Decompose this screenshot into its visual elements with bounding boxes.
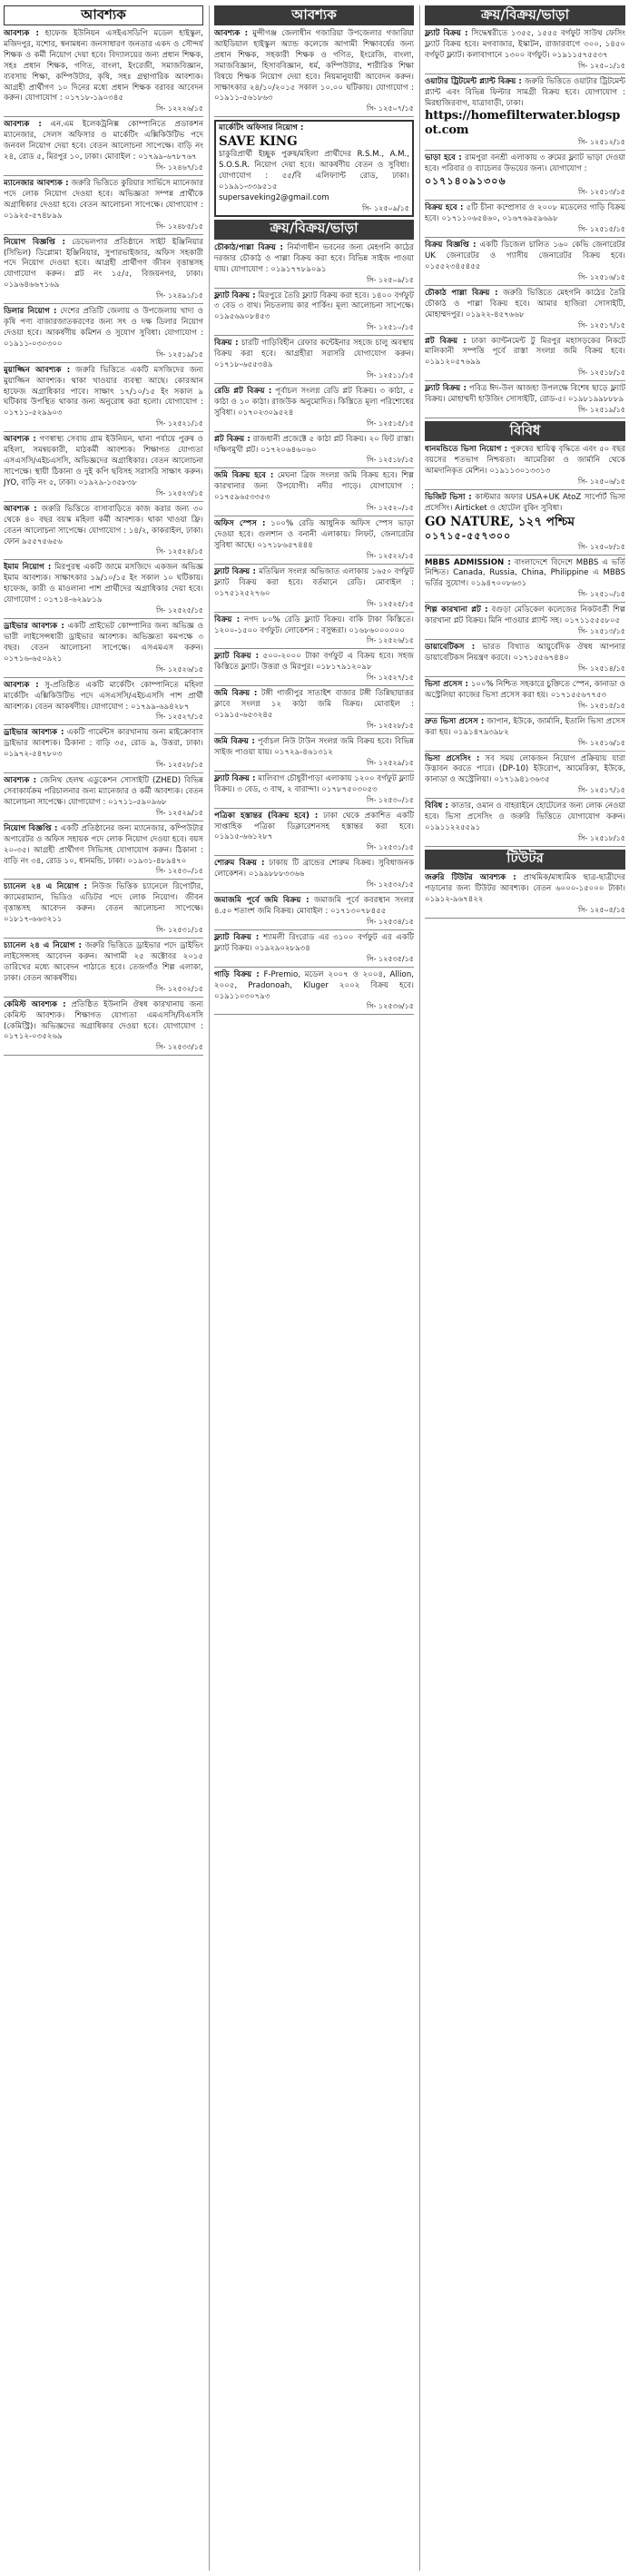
- ad-text: জরুরি ভিত্তিতে একটি মসজিদের জন্য মুয়াজ্জিন আবশ্যক। থাকা খাওয়ার ব্যবস্থা আছে। কোরআন হাফেজ অগ্রাধিকার পাবে। সাক্ষাৎ ১৭/১০/১৫ ইং সকাল ৯ ঘটিকায় উপস্থিত থাকার জন্য অনুরোধ করা হলো। যোগাযোগ : ০১৭১১-৫২৯৯০৩: [4, 365, 203, 418]
- ad-text: প্রতিষ্ঠিত ইউনানি ঔষধ কারখানায় জন্য কেমিস্ট আবশ্যক। শিক্ষাগত যোগ্যতা এমএসসি/বিএসসি (কেমিস্ট্রি)। অভিজ্ঞদের অগ্রাধিকার দেওয়া হবে। যোগাযোগ : ০১৭১২-০৩৫২৬৯: [4, 999, 203, 1042]
- classified-ad: [214, 774, 414, 809]
- classified-ad: [4, 882, 203, 939]
- ad-text: এন.এম ইলেকট্রনিক্স কোম্পানিতে প্রডাকশন ম্যানেজার, সেলস অফিসার ও মার্কেটিং এক্সিকিউটিভ পদে জনবল নিয়োগ দেয়া হবে। বেতন আলোচনা সাপেক্ষে। বাড়ি নং ২৪, রোড ৫, মিরপুর ১০, ঢাকা। মোবাইল : ০১৭৯৯-৬৭৮৭৬৭: [4, 120, 203, 162]
- ad-lead: আবশ্যক :: [4, 120, 42, 130]
- ad-text: ভারত বিখ্যাত আয়ুর্বেদিক ঔষধ আপনার ডায়াবেটিকস নিয়ন্ত্রণ করবে। ০১৭১৫৫৬৭৪৪০: [425, 643, 625, 663]
- ad-text: নগদ ৮০% রেডি ফ্ল্যাট বিক্রয়। বাকি টাকা কিস্তিতে। ১২০০-১৫০০ বর্গফুট। লোকেশন : বসুন্ধরা। ০১৬৮৬০০০০০০: [214, 615, 414, 635]
- ad-text: জমাজমি পূর্বে কবরস্থান সংলগ্ন ৪.৫০ শতাংশ জমি বিক্রয়। মোবাইল : ০১৭১৩০৭৮৪৫৫: [214, 896, 414, 917]
- ad-text: চাকুরিপ্রার্থী ইচ্ছুক পুরুষ/মহিলা প্রার্থীদের R.S.M., A.M., S.O.S.R. নিয়োগ দেয়া হবে। আকর্ষণীয় বেতন ও সুবিধা। যোগাযোগ : ৫৫/বি এলিফ্যান্ট রোড, ঢাকা। ০১৯৯১-৩৩৯৫১৫: [219, 150, 409, 192]
- classified-ad: [214, 387, 414, 432]
- ad-lead: জমাজমি পূর্বে জমি বিক্রয় :: [214, 896, 310, 906]
- ad-list: [214, 29, 414, 117]
- section-header-sales: ক্রয়/বিক্রয়/ভাড়া: [214, 220, 414, 240]
- classified-ad: [425, 153, 625, 201]
- ad-lead: জমি বিক্রয় :: [214, 689, 258, 699]
- ad-lead: আবশ্যক :: [4, 435, 36, 445]
- ad-code: সি- ১২৫২৬/১৫: [155, 664, 203, 673]
- ad-text: দেশের প্রতিটি জেলায় ও উপজেলায় খাদ্য ও কৃষি পণ্য বাজারজাতকরণের জন্য সৎ ও দক্ষ ডিলার নিয়োগ দেওয়া হবে। আকর্ষণীয় কমিশন ও সুযোগ সুবিধা। যোগাযোগ : ০১৯১১-০৩০৩০০: [4, 307, 203, 349]
- classified-ad: [425, 29, 625, 74]
- ad-code: সি- ১২৫২৮/১৫: [155, 761, 203, 770]
- ad-text: একটি ডিজেল চালিত ১৬০ কেভি জেনারেটর UK জেনারেটর ও গ্যাসীয় জেনারেটর বিক্রয় হবে। ০১৫৫২৩৪৫৪৫৫: [425, 241, 625, 271]
- ad-text: ১০০% রেডি আধুনিক অফিস স্পেস ভাড়া দেওয়া হবে। গুলশান ও বনানী এলাকায়। লিফট, জেনারেটর সুবিধা আছে। ০১৭১৮৬৫৭৪৪৪: [214, 519, 414, 550]
- ad-text: জেনিথ হেলথ এডুকেশন সোসাইটি (ZHED) বিভিন্ন সেবাকার্যক্রম পরিচালনার জন্য ম্যানেজার ও কর্মী আবশ্যক। বেতন আলোচনা সাপেক্ষে। যোগাযোগ : ০১৭১১-৫৯০৯৬৮: [4, 776, 203, 807]
- ad-lead: গাড়ি বিক্রয় :: [214, 969, 260, 979]
- ad-text: একটি গার্মেন্টস কারখানায় জন্য মাইক্রোবাস ড্রাইভার আবশ্যক। ঠিকানা : বাড়ি ৩৫, রোড ৯, উত্তরা, ঢাকা। ০১৯৭২-৫৪৭৮০৩: [4, 728, 203, 760]
- ad-text: মুন্সীগঞ্জ জেলাধীন গজারিয়া উপজেলার গজারিয়া আইডিয়াল হাইস্কুল অ্যান্ড কলেজে আগামী শিক্ষাবর্ষের জন্য প্রধান শিক্ষক, সহকারী শিক্ষক ও গণিত, ইংরেজি, বাংলা, সমাজবিজ্ঞান, হিসাববিজ্ঞান, ধর্ম, কম্পিউটার, শারীরিক শিক্ষা বিষয়ে শিক্ষক নিয়োগ দেয়া হবে। নিয়মানুযায়ী আবেদন করুন। সাক্ষাৎকার ২৪/১০/২০১৫ সকাল ১০.০০ ঘটিকায়। যোগাযোগ : ০১৯১১-৫৬১৮৬৩: [214, 29, 414, 103]
- ad-text: মতিঝিল সংলগ্ন অভিজাত এলাকায় ১৬৫০ বর্গফুট ফ্ল্যাট বিক্রয় করা হবে। বর্তমানে রেডি। মোবাইল : ০১৭৫১২৫২৭৬০: [214, 566, 414, 598]
- ad-text: ১০০% নিশ্চিত সহকারে চুক্তিতে স্পেন, কানাডা ও অস্ট্রেলিয়া কাজের ভিসা প্রসেস করা হয়। ০১৭১৫৫৬৭৭৫৩: [425, 679, 625, 700]
- ad-lead: চ্যানেল ২৪ এ নিয়োগ :: [4, 882, 87, 892]
- ad-text: ঢাকা ক্যান্টনমেন্ট টু মিরপুর মহাসড়কের নিকটে মালিকানী সম্পত্তি পূর্বে রাস্তা সংলগ্ন জমি বিক্রয় হবে। ০১৯১২০৫৭৬৯৯: [425, 336, 625, 368]
- classified-ad: [4, 941, 203, 998]
- ad-list: [425, 873, 625, 919]
- ad-code: সি- ১২৫২৫/১৫: [155, 606, 203, 615]
- classified-ad: [4, 505, 203, 561]
- ad-lead: জমি বিক্রয় হবে :: [214, 471, 274, 481]
- ad-text: মেঘনা ব্রিজ সংলগ্ন জমি বিক্রয় হবে। শিল্প কারখানার জন্য উপযোগী। নদীর পাড়ে। যোগাযোগ : ০১৭৫৯৬৫৩৩৫৩: [214, 471, 414, 503]
- classified-ad: [214, 471, 414, 516]
- classified-ad: [425, 493, 625, 556]
- ad-lead: জমি বিক্রয় :: [214, 736, 255, 746]
- ad-lead: ফ্ল্যাট বিক্রয় :: [214, 290, 256, 300]
- ad-lead: জরুরি টিউটর আবশ্যক :: [425, 872, 516, 882]
- ad-lead: ডায়াবেটিকস :: [425, 643, 476, 653]
- ad-lead: কেমিস্ট আবশ্যক :: [4, 999, 66, 1009]
- ad-lead: শোরুম বিক্রয় :: [214, 859, 265, 869]
- classified-ad: [214, 615, 414, 650]
- ad-text: পুরুষের স্থায়িত্ব বৃদ্ধিতে এবং ৫০ বছর বয়সের শতভাগ নিশ্চয়তা। আমেরিকা ও জার্মানি থেকে আমদানিকৃত মেশিন। ০১৯১১৩০১৩৩১৩: [425, 445, 625, 476]
- ad-lead: বিক্রয় :: [214, 615, 241, 624]
- ad-code: সি- ১২৫২৭/১৫: [366, 673, 414, 683]
- ad-text: নির্মাণাধীন ভবনের জন্য মেহগনি কাঠের দরজার চৌকাঠ ও পাল্লা বিক্রয় করা হবে। বিভিন্ন সাইজ পাওয়া যায়। যোগাযোগ : ০১৯১৭৭৮৯০৯১: [214, 242, 414, 274]
- ad-code: সি- ১২৫২৯/১৫: [366, 758, 414, 767]
- ad-code: সি- ১২৫১৯/১৫: [155, 349, 203, 359]
- ad-code: সি- ১২৫১৫/১৫: [577, 225, 625, 234]
- ad-company-name: SAVE KING: [219, 134, 298, 150]
- ad-text: প্রাথমিক/মাধ্যমিক ছাত্র-ছাত্রীদের পড়ানোর জন্য টিউটর আবশ্যক। বেতন ৬০০০-১৫০০০ টাকা। ০১৯১২-৯৬৭৪২২: [425, 872, 625, 904]
- ad-code: সি- ১২৪৮৫/১৫: [155, 221, 203, 231]
- classified-ad: [4, 824, 203, 880]
- classified-ad: [214, 567, 414, 613]
- ad-lead: পত্রিকা হস্তান্তর (বিক্রয় হবে) :: [214, 811, 319, 821]
- ad-code: সি- ১২৫১৫/১৫: [577, 701, 625, 710]
- ad-save-king: [214, 120, 414, 216]
- ad-lead: প্লট বিক্রয় :: [214, 434, 251, 444]
- ad-text: জরুরি ভিত্তিতে বাসাবাড়িতে কাজ করার জন্য ৩০ থেকে ৪০ বছর বয়স্ক মহিলা কর্মী আবশ্যক। থাকা খাওয়া ফ্রি। বেতন আলোচনা সাপেক্ষে। যোগাযোগ : ১৪/২, কাকরাইল, ঢাকা। ফোন ৯৫৫৭৫৬৫৬: [4, 504, 203, 546]
- classified-ad: [214, 243, 414, 289]
- classified-ad: [4, 366, 203, 433]
- ad-code: সি- ১২৫২৪/১৫: [155, 547, 203, 556]
- classified-ad: [4, 435, 203, 502]
- ad-code: সি- ১২৫৩১/১৫: [155, 926, 203, 935]
- classified-ad: [425, 241, 625, 286]
- ad-lead: মুয়াজ্জিন আবশ্যক :: [4, 365, 71, 375]
- ad-text: রাজধানী প্রজেক্টে ৫ কাঠা প্লট বিক্রয়। ২০ ফিট রাস্তা। দক্ষিণমুখী প্লট। ০১৭২০৬৪৬০৬০: [214, 434, 414, 455]
- ad-text: সু-প্রতিষ্ঠিত একটি মার্কেটিং কোম্পানিতে মহিলা মার্কেটিং এক্সিকিউটিভ পদে এসএসসি/এইচএসসি পাশ প্রার্থী আবশ্যক। বেতন আকর্ষণীয়। যোগাযোগ : ০১৭৯৯-৬৯৪২৮৭: [4, 680, 203, 712]
- ad-code: সি- ১২৫৩৩/১৫: [155, 1043, 203, 1052]
- ad-lead: বিক্রয় বিজ্ঞপ্তি :: [425, 241, 477, 251]
- classified-ad: [425, 801, 625, 847]
- classified-ad: [4, 1000, 203, 1057]
- ad-code: সি- ১২২২৬/১৫: [155, 104, 203, 113]
- ad-code: সি- ১২৫২৬/১৫: [366, 636, 414, 645]
- ad-text: মিরপুরস্থ একটি জামে মসজিদে একজন অভিজ্ঞ ইমাম আবশ্যক। সাক্ষাৎকার ১৯/১০/১৫ ইং সকাল ১০ ঘটিকায়। হাফেজ, কারী ও মাওলানা পাশ প্রার্থীদের অগ্রাধিকার দেয়া হবে। যোগাযোগ : ০১৭১৪-৬২৯৮১৯: [4, 563, 203, 605]
- ad-code: সি- ১২৫১৭/১৫: [577, 786, 625, 795]
- ad-text: ডেভেলপার প্রতিষ্ঠানে সাইট ইঞ্জিনিয়ার (সিভিল) ডিপ্লোমা ইঞ্জিনিয়ার, সুপারভাইজার, অফিস সহকারী পদে নিয়োগ দেওয়া হবে। আগ্রহী প্রার্থীগণ জীবন বৃত্তান্তসহ যোগাযোগ করুন। প্লট নং ১৫/৫, বিজয়নগর, ঢাকা। ০১৯৬৪৬৬৭১৬৯: [4, 237, 203, 290]
- ad-code: সি- ১২৫০১/১৫: [577, 61, 625, 70]
- ad-text: একটি প্রাইভেট কোম্পানির জন্য অভিজ্ঞ ও ভারী লাইসেন্সধারী ড্রাইভার আবশ্যক। অভিজ্ঞতা কমপক্ষে ৩ বছর। বেতন আলোচনা সাপেক্ষে। এসএমএস করুন। ০১৭১৬-৬৫০৯২১: [4, 622, 203, 664]
- ad-text: সব সময় লোকজন নিয়োগ প্রক্রিয়ায় যারা উদ্ভাবন করতে পারে। (DP-10) ইউরোপ, আমেরিকা, ইউকে, কানাডা ও অস্ট্রেলিয়া। ০১৭১৯৪১৩৬৩৫: [425, 753, 625, 785]
- classified-ad: [425, 384, 625, 418]
- ad-code: সি- ১২৫৩৫/১৫: [366, 954, 414, 963]
- classified-ad: [214, 811, 414, 857]
- ad-text: বগুড়া মেডিকেল কলেজের নিকটবর্তী শিল্প কারখানা প্লট বিক্রয়। মিনি পাওয়ার প্ল্যান্ট সহ। ০১৭১১৫৫৫৮০৫: [425, 605, 625, 626]
- ad-lead: MBBS ADMISSION :: [425, 557, 511, 567]
- classified-ad: [4, 622, 203, 678]
- classified-ad: [4, 728, 203, 773]
- classified-ad: [4, 120, 203, 176]
- ad-code: সি- ১২৫০৫/১৫: [577, 905, 625, 914]
- ad-lead: ওয়াটার ট্রিটমেন্ট প্ল্যান্ট বিক্রয় :: [425, 76, 522, 86]
- classified-ad: [425, 873, 625, 919]
- ad-lead: বিক্রয় হবে :: [425, 203, 464, 213]
- ad-lead: আবশ্যক :: [4, 504, 37, 514]
- section-header-tutor: টিউটর: [425, 850, 625, 870]
- classified-ad: [425, 605, 625, 640]
- ad-lead: আবশ্যক :: [214, 29, 249, 38]
- ad-lead: ড্রাইভার আবশ্যক :: [4, 622, 64, 632]
- ad-text: কাস্টমার অফার USA+UK AtoZ সার্পোর্ট ভিসা প্রসেসিং। Airticket ও হোটেল বুকিং সুবিধা।: [425, 492, 625, 513]
- ad-code: সি- ১২৫০৮/১৫: [577, 542, 625, 551]
- ad-code: সি- ১২৫২৮/১৫: [366, 721, 414, 730]
- ad-code: সি- ১২৫৩৬/১৫: [366, 1002, 414, 1011]
- ad-code: সি- ১২৫১০/১৫: [577, 590, 625, 599]
- ad-text: জরুরি ভিত্তিতে ড্রাইভার পদে ড্রাইভিং লাইসেন্সসহ আবেদন করুন। আগামী ২৫ অক্টোবর ২০১৫ তারিখের মধ্যে আবেদন পাঠাতে হবে। তেজগাঁও শিল্প এলাকা, ঢাকা। বেতন আকর্ষণীয়।: [4, 941, 203, 983]
- ad-code: সি- ১২৫১৭/১৫: [577, 320, 625, 329]
- classified-ad: [214, 339, 414, 384]
- classified-ad: [4, 179, 203, 235]
- ad-code: সি- ১২৫১৬/১৫: [577, 738, 625, 747]
- ad-lead: ফ্ল্যাট বিক্রয় :: [214, 932, 260, 942]
- classified-ad: [425, 203, 625, 238]
- ad-text: জাপান, ইউকে, জার্মানি, ইতালি ভিসা প্রসেস করা হয়। ০১৯১৪৭৯৩৯৮২: [425, 716, 625, 737]
- section-header-misc: বিবিধ: [425, 421, 625, 441]
- ad-lead: মার্কেটিং অফিসার নিয়োগ :: [219, 123, 304, 133]
- ad-code: সি- ১২৫০৬/১৫: [577, 477, 625, 486]
- classified-ad: [425, 445, 625, 490]
- ad-list: [425, 29, 625, 418]
- ad-text: জরুরি ভিত্তিতে মেহগনি কাঠের তৈরি চৌকাঠ ও পাল্লা বিক্রয় হবে। আমার হাজিরা সোসাইটি, মোহাম্মদপুর। ০১৯২২-৪৫৭৬৬৮: [425, 288, 625, 320]
- column-divider: [419, 5, 420, 2571]
- classified-ad: [425, 77, 625, 152]
- ad-code: সি- ১২৫২০/১৫: [366, 504, 414, 513]
- classified-ad: [425, 643, 625, 677]
- ad-text: হাফেজ ইউনিয়ন এসইএসডিপি মডেল হাইস্কুল, মজিদপুর, যশোর, স্বনামধন্য জনসাধারণ জনতার একদ ও সৌন্দর্য শিক্ষক ও কর্মী নিয়োগ দেয়া হবে। বিদ্যালয়ের জন্য প্রধান শিক্ষক, সহঃ প্রধান শিক্ষক, গণিত, বাংলা, ইংরেজী, সমাজবিজ্ঞান, ব্যবসায় শিক্ষা, কম্পিউটার, কৃষি, সহঃ গ্রন্থাগারিক আবশ্যক। আগ্রহী প্রার্থীগণ ১০ দিনের মধ্যে প্রধান শিক্ষক বরাবর আবেদন করুন। যোগাযোগ : ০১৭১৮-১৯০৩৪৫: [4, 29, 203, 103]
- classified-ad: [425, 337, 625, 382]
- classified-ad: [214, 291, 414, 337]
- ad-code: সি- ১২৫১৬/১৫: [577, 272, 625, 281]
- ad-url-link[interactable]: https://homefilterwater.blogspot.com: [425, 109, 621, 138]
- classified-ad: [4, 29, 203, 117]
- ad-code: সি- ১২৫০৯/১৫: [361, 203, 409, 212]
- classified-ad: [214, 689, 414, 734]
- ad-highlight-line: GO NATURE, ১২৭ পশ্চিম: [425, 514, 575, 529]
- ad-text: চারটি গাড়িবিহীন রেফার কন্টেইনার সহজে চালু অবস্থায় বিক্রয় করা হবে। আগ্রহীরা সরাসরি যোগাযোগ করুন। ০১৭১৮-৬৫৫৩৪৯: [214, 339, 414, 370]
- ad-lead: বিবিধ :: [425, 801, 448, 811]
- ad-lead: আবশ্যক :: [4, 29, 39, 38]
- ad-text: ঢাকায় টি ব্রান্ডের শোরুম বিক্রয়। সুবিধাজনক লোকেশন। ০১৯৯৮৮৮৩৩৬৬: [214, 859, 414, 880]
- ad-lead: আবশ্যক :: [4, 776, 37, 786]
- section-header-sales: ক্রয়/বিক্রয়/ভাড়া: [425, 5, 625, 25]
- ad-code: সি- ১২৫২১/১৫: [155, 419, 203, 428]
- classified-ad: [214, 859, 414, 893]
- ad-lead: ভিসা প্রসেস :: [425, 679, 468, 689]
- ad-lead: ফ্ল্যাট বিক্রয় :: [214, 773, 256, 783]
- column-sales-misc-tutor: [425, 5, 625, 2571]
- classified-ad: [214, 652, 414, 686]
- ad-lead: দ্রুত ভিসা প্রসেস :: [425, 716, 485, 726]
- ad-code: সি- ১২৫১৮/১৫: [577, 369, 625, 378]
- classified-ad: [214, 29, 414, 117]
- ad-lead: ফ্ল্যাট বিক্রয় :: [214, 652, 260, 662]
- classified-ad: [425, 289, 625, 334]
- ad-code: সি- ১২৫২২/১৫: [366, 551, 414, 560]
- ad-code: সি- ১২৫৩১/১৫: [366, 843, 414, 852]
- ad-code: সি- ১২৫২৫/১৫: [366, 599, 414, 608]
- ad-text: বাংলাদেশে বিদেশে MBBS এ ভর্তি নিশ্চিত। Canada, Russia, China, Philippine এ MBBS ভর্তির সুযোগ। ০১৯৪৭০০৮৬৩১: [425, 557, 625, 589]
- ad-list: [4, 29, 203, 1056]
- ad-code: সি- ১২৫১১/১৫: [366, 370, 414, 379]
- ad-text: F-Premio, মডেল ২০০৭ ও ২০০৪, Allion, ২০০৫, Pradonoah, Kluger ২০০২ বিক্রয় হবে। ০১৯১১০৩০৭৯৩: [214, 969, 414, 1001]
- ad-lead: ফ্ল্যাট বিক্রয় :: [214, 566, 256, 576]
- ad-code: সি- ১২৫৩২/১৫: [366, 880, 414, 890]
- classified-ad: [214, 435, 414, 469]
- ad-email[interactable]: supersaveking2@gmail.com: [219, 192, 329, 202]
- ad-text: ৫টি চীনা কম্প্রেসার ও ২০০৮ মডেলের গাড়ি বিক্রয় হবে। ০১৭১১০৬৫৪৬০, ০১৬৭৬৯৫৯৬৯৮: [425, 203, 625, 224]
- ad-lead: ভিসা প্রসেসিং :: [425, 753, 480, 763]
- ad-lead: শিল্প কারখানা প্লট :: [425, 605, 488, 615]
- ad-lead: ম্যানেজার আবশ্যক :: [4, 178, 69, 188]
- ad-text: শ্যামলী রিংরোড এর ৩১০০ বর্গফুট এর একটি ফ্ল্যাট বিক্রয়। ০১৯২৯০২৮৯৩৪: [214, 932, 414, 953]
- ad-code: সি- ১২৫১৪/১৫: [577, 664, 625, 673]
- ad-code: সি- ১২৫১২/১৫: [577, 138, 625, 147]
- ad-text: মিরপুরে তৈরি ফ্ল্যাট বিক্রয় করা হবে। ১৪০০ বর্গফুট ৩ বেড ৩ বাথ। নিচতলায় কার পার্কিং। মূল্য আলোচনা সাপেক্ষে। ০১৯৫৬৯০৮৪৫৩: [214, 290, 414, 322]
- ad-text: পূর্বাচল নিউ টাউন সংলগ্ন জমি বিক্রয় হবে। বিভিন্ন সাইজ পাওয়া যায়। ০১৭২৯-৪৬১৩১২: [214, 736, 414, 757]
- ad-code: সি- ১২৫০৯/১৫: [366, 275, 414, 284]
- ad-lead: ইমাম নিয়োগ :: [4, 563, 52, 573]
- ad-code: সি- ১২৫০৭/১৫: [366, 104, 414, 113]
- classified-ad: [4, 681, 203, 726]
- ad-lead: চৌকাঠ পাল্লা বিক্রয় :: [425, 288, 498, 298]
- column-jobs: [4, 5, 203, 2571]
- column-divider: [209, 5, 210, 2571]
- ad-lead: চৌকাঠ/পাল্লা বিক্রয় :: [214, 242, 283, 252]
- ad-text: নিউজ ভিত্তিক চ্যানেলে রিপোর্টার, ক্যামেরাম্যান, ভিডিও এডিটর পদে লোক নিয়োগ। জীবন বৃত্তান্তসহ আবেদন করুন। বেতন আলোচনা সাপেক্ষে। ০১৮১৭-৬৬৩২১১: [4, 882, 203, 925]
- ad-code: সি- ১২৫১৯/১৫: [577, 406, 625, 415]
- classified-ad: [214, 737, 414, 772]
- ad-code: সি- ১২৫৩০/১৫: [155, 867, 203, 876]
- section-header-jobs: আবশ্যক: [214, 5, 414, 25]
- ad-text: গণস্বাস্থ্য সেবায় গ্রাম ইউনিয়ন, থানা পর্যায়ে পুরুষ ও মহিলা, সমন্বয়কারী, মাঠকর্মী আবশ্যক। শিক্ষাগত যোগ্যতা এসএসসি/এইচএসসি, অভিজ্ঞদের অগ্রাধিকার। বেতন আলোচনা সাপেক্ষে। স্থায়ী ঠিকানা ও দুই কপি ছবিসহ সরাসরি সাক্ষাৎ করুন। JYO, বাড়ি নং ৫, ঢাকা। ০১৯২৯-১৩৫৮৩৮: [4, 435, 203, 487]
- ad-text: সিদ্ধেশ্বরীতে ১৩৫৫, ১৫৫৫ বর্গফুট সাউথ ফেসিং ফ্ল্যাট বিক্রয় হবে। মগবাজার, ইস্কাটন, রাজারবাগে ৩০০, ১৪৫০ বর্গফুট ফ্ল্যাট। কলাবাগানে ১৩০০ বর্গফুট। ০১৯১১৫৭৫৫৩৭: [425, 29, 625, 60]
- classified-ad: [4, 307, 203, 363]
- ad-code: সি- ১২৫১৩/১৫: [577, 188, 625, 197]
- ad-text: পূর্বাচল সংলগ্ন রেডি প্লট বিক্রয়। ৩ কাঠা, ৫ কাঠা ও ১০ কাঠা। রাজউক অনুমোদিত। কিস্তিতে মূল্য পরিশোধের সুবিধা। ০১৭০২৩০৯৫২৪: [214, 386, 414, 418]
- ad-text: টঙ্গী গাজীপুর সাতাইশ বাজার টঙ্গী তিন্নিছায়াত্তর ক্লাবে সংলগ্ন ১২ কাঠা জমি বিক্রয়। মোবাইল : ০১৯১৫-৬৫৩২৪৫: [214, 689, 414, 721]
- ad-code: সি- ১২৫২৩/১৫: [155, 488, 203, 497]
- section-header-jobs: আবশ্যক: [4, 5, 203, 25]
- ad-lead: ডিলার নিয়োগ :: [4, 307, 57, 317]
- ad-text: ঢাকা থেকে প্রকাশিত একটি সাপ্তাহিক পত্রিকা ডিক্লারেশনসহ হস্তান্তর করা হবে। ০১৯১৫-৬৬১২৮৭: [214, 811, 414, 842]
- ad-list: [214, 243, 414, 1016]
- ad-text: কাতার, ওমান ও বাহরাইনে হোটেলের জন্য লোক নেওয়া হবে। ভিসা প্রসেসিং ও জরুরি ভিত্তিতে যোগাযোগ করুন। ০১৯১১২২৫৫৯১: [425, 801, 625, 833]
- ad-code: সি- ১২৪৬৭/১৫: [155, 162, 203, 172]
- classified-ad: [214, 970, 414, 1016]
- classified-ad: [425, 754, 625, 800]
- classified-ad: [214, 933, 414, 968]
- ad-lead: ধানমন্ডিতে ভিসা নিয়োগ :: [425, 445, 508, 455]
- ad-lead: ভিজিট ভিসা :: [425, 492, 472, 502]
- ad-code: সি- ১২৫১৫/১৫: [366, 418, 414, 428]
- classified-ad: [425, 717, 625, 752]
- ad-lead: রেডি প্লট বিক্রয় :: [214, 386, 272, 396]
- ad-code: সি- ১২৫১৮/১৫: [577, 833, 625, 842]
- ad-lead: বিক্রয় :: [214, 339, 239, 349]
- ad-text: একটি প্রতিষ্ঠানের জন্য ম্যানেজার, কম্পিউটার অপারেটর ও অফিস সহায়ক পদে লোক নিয়োগ দেওয়া হবে। বয়স ২০-৩৫। আগ্রহী প্রার্থীগণ সিভিসহ যোগাযোগ করুন। ঠিকানা : বাড়ি নং ৩৪, রোড ১০, ধানমন্ডি, ঢাকা। ০১৯৩১-৪৮৯৪৭০: [4, 823, 203, 866]
- ad-code: সি- ১২৫১০/১৫: [366, 323, 414, 332]
- ad-lead: চ্যানেল ২৪ এ নিয়োগ :: [4, 941, 82, 951]
- ad-list: [425, 445, 625, 847]
- ad-lead: অফিস স্পেস :: [214, 519, 266, 529]
- ad-code: সি- ১২৫১৩/১৫: [577, 627, 625, 636]
- ad-lead: আবশ্যক :: [4, 680, 39, 690]
- ad-text: রামপুরা বনশ্রী এলাকায় ৩ রুমের ফ্ল্যাট ভাড়া দেওয়া হবে। পরিবার ও ব্যাচেলর উভয়ের জন্য। যোগাযোগ :: [425, 153, 625, 174]
- ad-code: সি- ১২৫৩০/১৫: [366, 795, 414, 804]
- ad-text: জরুরি ভিত্তিতে ওয়াটার ট্রিটমেন্ট প্ল্যান্ট এবং বিভিন্ন ফিল্টার সামগ্রী বিক্রয় হবে। যোগাযোগ : মিরহাজিরবাগ, যাত্রাবাড়ী, ঢাকা।: [425, 76, 625, 108]
- ad-text: মালিবাগ চৌধুরীপাড়া এলাকায় ১২০০ বর্গফুট ফ্ল্যাট বিক্রয়। ৩ বেড, ৩ বাথ, ২ বারান্দা। ০১৭৮৭৫০৩০৫৩: [214, 773, 414, 794]
- ad-lead: ড্রাইভার আবশ্যক :: [4, 728, 64, 738]
- ad-lead: নিয়োগ বিজ্ঞপ্তি :: [4, 237, 65, 247]
- classified-ad: [214, 519, 414, 565]
- ad-lead: ভাড়া হবে :: [425, 153, 462, 163]
- column-jobs-and-sales: [214, 5, 414, 2571]
- classified-ad: [4, 563, 203, 619]
- ad-lead: নিয়োগ বিজ্ঞপ্তি :: [4, 823, 58, 833]
- classified-ad: [214, 896, 414, 930]
- ad-code: সি- ১২৪৯১/১৫: [155, 291, 203, 300]
- ad-text: ৫০০-২০০০ টাকা বর্গফুট এ বিক্রয় হবে। সহজ কিস্তিতে ফ্ল্যাট। উত্তরা ও মিরপুর। ০১৮১৭৯১২০৯৮: [214, 652, 414, 673]
- ad-text: পবিত্র ঈদ-উল আজহা উপলক্ষে বিশেষ ছাড়ে ফ্ল্যাট বিক্রয়। মোহাম্মদী হাউজিং সোসাইটি, রোড-৫। ০১৯৮১৯৯৮৮৮৯: [425, 384, 625, 405]
- classified-ad: [4, 776, 203, 821]
- ad-code: সি- ১২৫৩৪/১৫: [366, 917, 414, 926]
- ad-lead: ফ্ল্যাট বিক্রয় :: [425, 384, 467, 394]
- ad-code: সি- ১২৫৩২/১৫: [155, 984, 203, 993]
- ad-text: জরুরি ভিত্তিতে কুরিয়ার সার্ভিসে ম্যানেজার পদে লোক নিয়োগ দেওয়া হবে। অভিজ্ঞতা সম্পন্ন প্রার্থীকে অগ্রাধিকার দেওয়া হবে। বেতন আলোচনা সাপেক্ষে। যোগাযোগ : ০১৯২৫-৫৭৪৮৯৯: [4, 178, 203, 221]
- ad-phone: ০১৭১৪০৯১৩০৬: [425, 175, 506, 188]
- ad-lead: ফ্ল্যাট বিক্রয় :: [425, 29, 468, 38]
- ad-code: সি- ১২৫২৯/১৫: [155, 808, 203, 817]
- ad-phone: ০১৭১৫-৫৫৭৩০০: [425, 529, 512, 542]
- classified-ad: [4, 238, 203, 305]
- ad-code: সি- ১২৫২৭/১৫: [155, 713, 203, 722]
- classified-ad: [425, 680, 625, 714]
- ad-code: সি- ১২৫১৮/১৫: [366, 456, 414, 465]
- ad-lead: প্লট বিক্রয় :: [425, 336, 467, 346]
- classified-ad: [425, 558, 625, 604]
